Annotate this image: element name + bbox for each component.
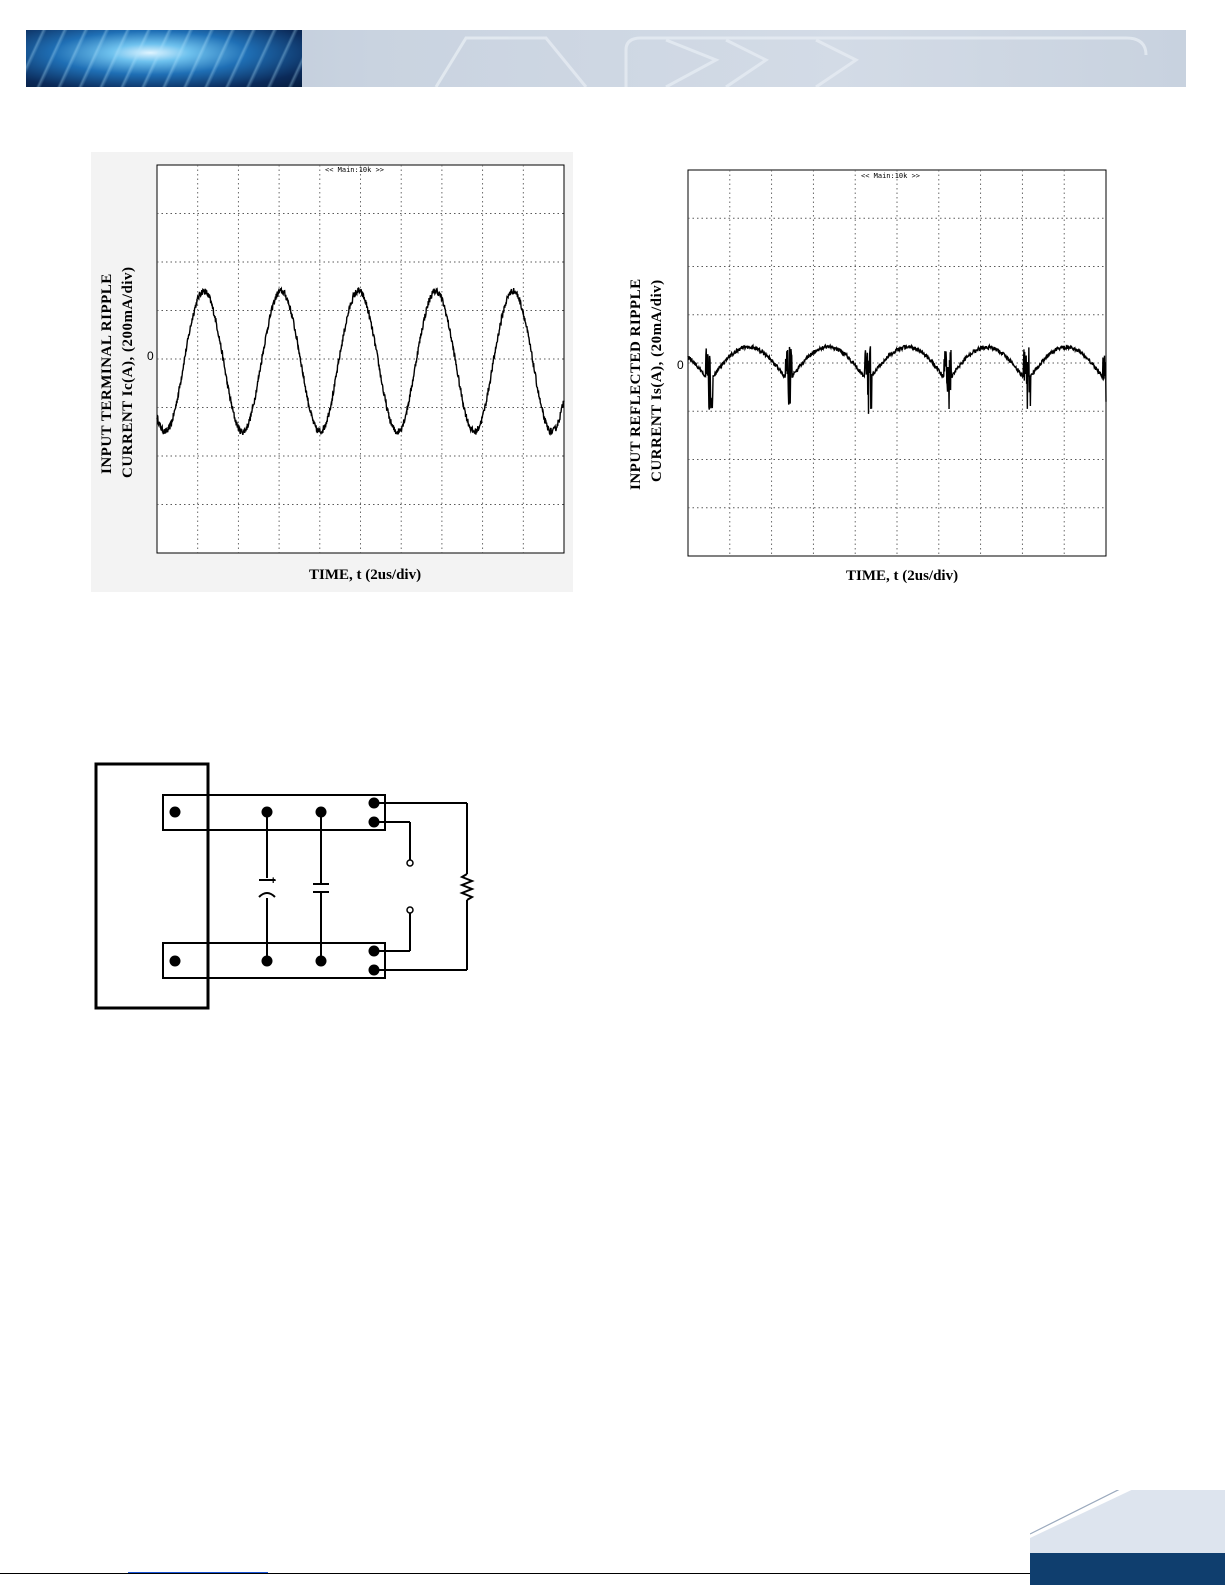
y-axis-label-line2: CURRENT Is(A), (20mA/div)	[649, 279, 665, 482]
scope-timebase-tag: << Main:10k >>	[861, 172, 921, 180]
y-axis-label-line2: CURRENT Ic(A), (200mA/div)	[120, 266, 136, 478]
footer-link-underline[interactable]	[128, 1572, 268, 1573]
reflected-ripple-chart	[622, 160, 1122, 592]
source-block	[96, 764, 208, 1008]
reflected-ripple-plot	[622, 160, 1122, 592]
zero-level-label: 0	[147, 349, 154, 363]
y-axis-label-line1: INPUT REFLECTED RIPPLE	[628, 278, 644, 490]
switch-contact-top	[407, 860, 413, 866]
terminal-strip-bottom	[163, 943, 385, 978]
switch-contact-bottom	[407, 907, 413, 913]
test-circuit-schematic	[90, 758, 490, 1018]
y-axis-label-line1: INPUT TERMINAL RIPPLE	[99, 273, 115, 474]
capacitor-polarity-mark: +	[270, 875, 277, 887]
terminal-ripple-plot	[91, 152, 573, 592]
terminal-strip-top	[163, 795, 385, 830]
header-banner	[26, 30, 1186, 87]
ceramic-capacitor	[313, 884, 329, 892]
plot-area	[688, 170, 1106, 556]
footer-corner-graphic	[1030, 1490, 1225, 1585]
x-axis-label: TIME, t (2us/div)	[309, 567, 422, 583]
terminal-ripple-chart	[91, 152, 573, 592]
load-resistor	[462, 874, 472, 900]
zero-level-label: 0	[677, 358, 684, 372]
x-axis-label: TIME, t (2us/div)	[846, 568, 959, 584]
banner-watermark	[26, 30, 1186, 87]
scope-timebase-tag: << Main:10k >>	[325, 166, 385, 174]
